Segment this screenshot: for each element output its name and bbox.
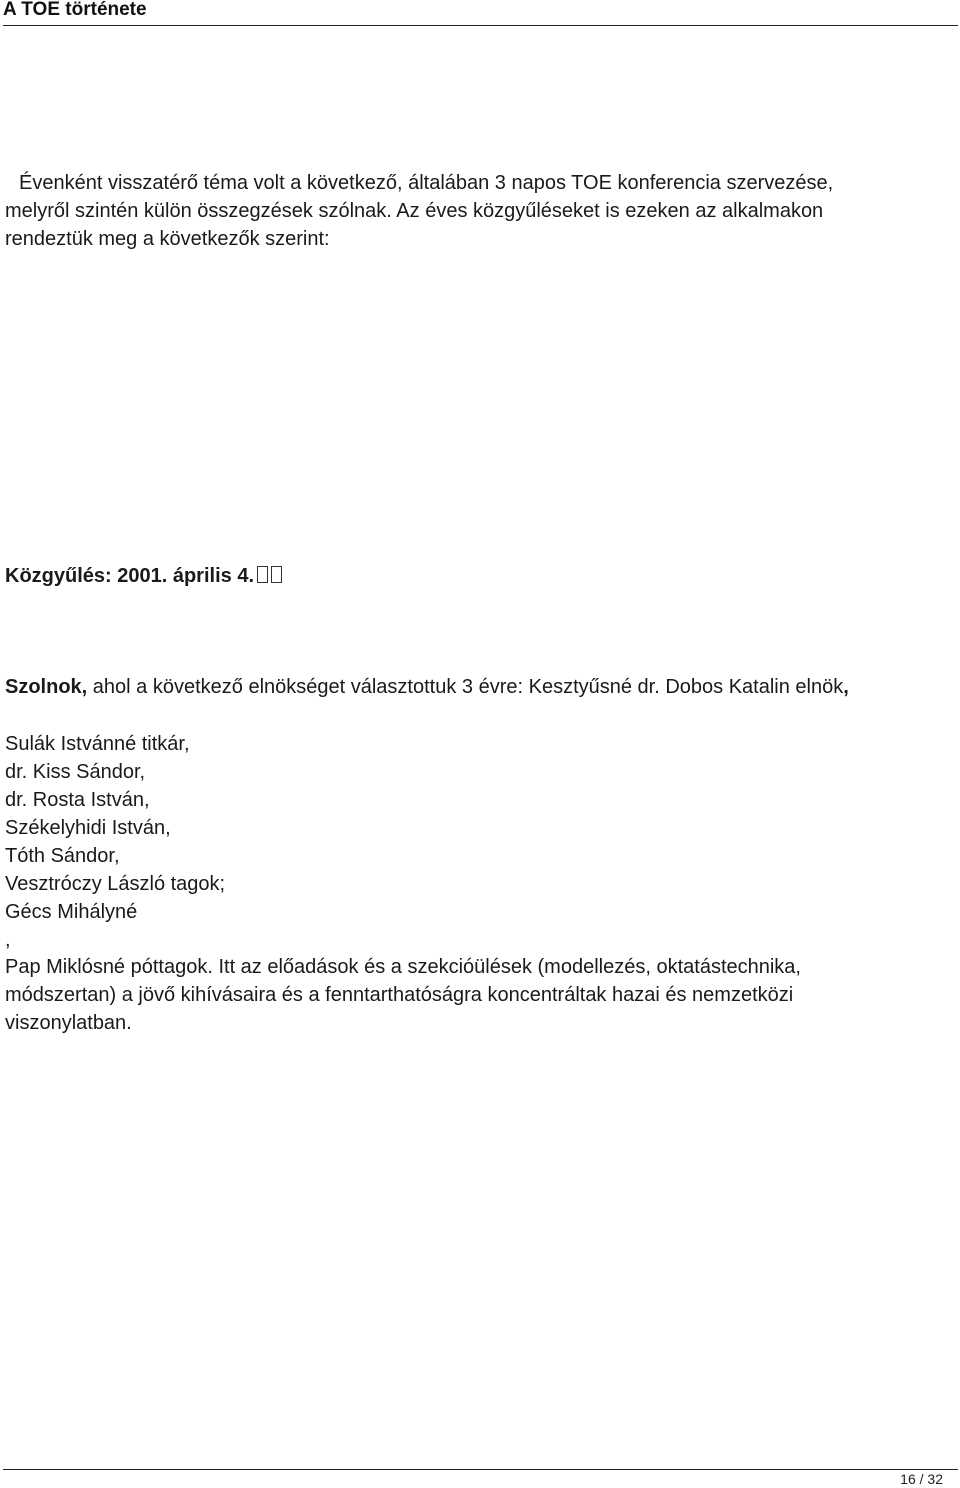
council-place: Szolnok, bbox=[5, 676, 88, 698]
meeting-heading bbox=[5, 562, 282, 590]
member-item: Gécs Mihályné bbox=[5, 901, 138, 923]
document-header-title: A TOE története bbox=[3, 0, 147, 20]
member-item: dr. Rosta István, bbox=[5, 789, 150, 811]
member-item: , bbox=[5, 929, 11, 951]
member-item: Sulák Istvánné titkár, bbox=[5, 733, 190, 755]
member-item: dr. Kiss Sándor, bbox=[5, 761, 146, 783]
closing-line-3: viszonylatban. bbox=[5, 1012, 132, 1034]
member-item: Székelyhidi István, bbox=[5, 817, 171, 839]
page-number: 16 / 32 bbox=[900, 1471, 943, 1487]
intro-line-1: Évenként visszatérő téma volt a következő, általában 3 napos TOE konferencia szervezése, bbox=[19, 172, 834, 194]
council-trailing-comma: , bbox=[843, 676, 849, 698]
missing-glyph-icon bbox=[271, 566, 282, 583]
header-divider bbox=[3, 25, 958, 26]
intro-line-3: rendeztük meg a következők szerint: bbox=[5, 228, 330, 250]
closing-paragraph bbox=[5, 953, 955, 1037]
member-item: Tóth Sándor, bbox=[5, 845, 120, 867]
member-item: Vesztróczy László tagok; bbox=[5, 873, 226, 895]
intro-paragraph bbox=[5, 169, 950, 253]
footer-divider bbox=[3, 1469, 958, 1470]
missing-glyph-icon bbox=[257, 566, 268, 583]
closing-line-2: módszertan) a jövő kihívásaira és a fenntarthatóságra koncentráltak hazai és nemzetközi bbox=[5, 984, 794, 1006]
intro-line-2: melyről szintén külön összegzések szólnak. Az éves közgyűléseket is ezeken az alkalmakon bbox=[5, 200, 824, 222]
council-election-line bbox=[5, 673, 849, 701]
closing-line-1: Pap Miklósné póttagok. Itt az előadások és a szekcióülések (modellezés, oktatástechnika, bbox=[5, 956, 801, 978]
council-text: ahol a következő elnökséget választottuk 3 évre: Kesztyűsné dr. Dobos Katalin elnök bbox=[87, 676, 844, 698]
meeting-heading-text: Közgyűlés: 2001. április 4. bbox=[5, 565, 254, 587]
council-members-list bbox=[5, 730, 950, 954]
